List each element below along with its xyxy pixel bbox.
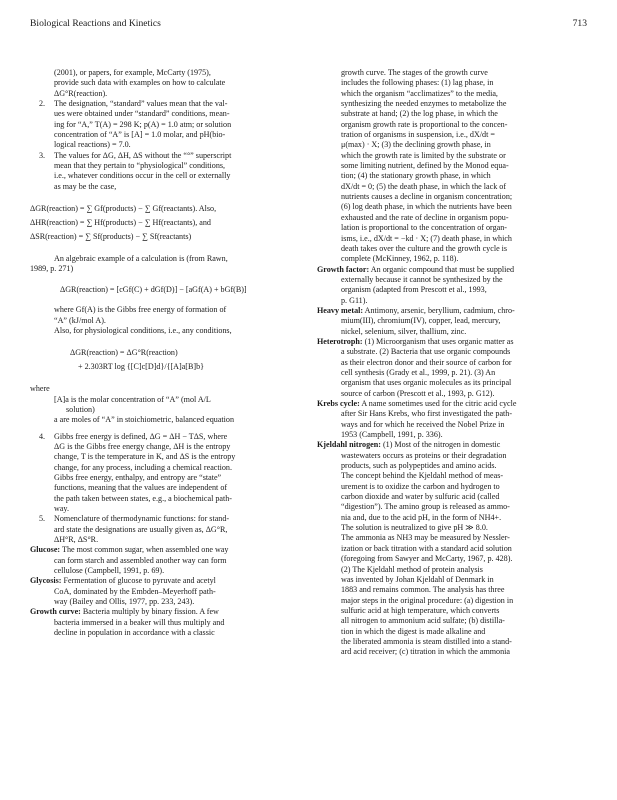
glossary-entry-heterotroph: Heterotroph: (1) Microorganism that uses organic matter as a substrate. (2) Bacteria that use organic compounds as their electron donor and their source of carbon for cell synthesis (Grady et al., 1999, p. 21). (3) An organism that uses organic molecules as its principal source of carbon (Prescott et al., 1993, p. G12). — [317, 336, 514, 398]
running-header — [30, 18, 587, 32]
growth-curve-continuation: growth curve. The stages of the growth curve includes the following phases: (1) lag phase, in which the organism “acclimatizes” to the media, synthesizing the needed enzymes to metabolize the substrate at hand; (2) the log phase, in which the organism growth rate is proportional to the concen- tration of organisms in suspension, i.e., dX/dt = μ(max) · X; (3) the declining growth phase, in which the growth rate is limited by the substrate or some limiting nutrient, defined by the Monod equa- tion; (4) the stationary growth phase, in which dX/dt = 0; (5) the death phase, in which the lack of nutrients causes a decline in organism concentration; (6) log death phase, in which the nutrients have been exhausted and the rate of decline in organism popu- lation is proportional to the concentration of organ- isms, i.e., dX/dt = −kd · X; (7) death phase, in which death takes over the culture and the growth cycle is complete (McKinney, 1962, p. 118). — [341, 68, 513, 264]
list-item: 4. Gibbs free energy is defined, ΔG = ΔH − TΔS, where ΔG is the Gibbs free energy change, ΔH is the entropy change, T is the temperature in K, and ΔS is the entropy change, for any process, including a chemical reaction. Gibbs free energy, enthalpy, and entropy are “state” functions, meaning that the values are independent of the path taken between states, e.g., a biochemical path- way. — [39, 431, 236, 513]
page-number: 713 — [572, 18, 587, 29]
glossary-entry-kjeldahl-nitrogen: Kjeldahl nitrogen: (1) Most of the nitrogen in domestic wastewaters occurs as proteins or their degradation products, such as polypeptides and amino acids. The concept behind the Kjeldahl method of meas- urement is to oxidize the carbon and hydrogen to carbon dioxide and water by sulfuric acid (called “digestion”). The amino group is released as ammo- nia and, due to the acid pH, in the form of NH4+. The solution is neutralized to give pH ≫ 8.0. The ammonia as NH3 may be measured by Nessler- ization or back titration with a standard acid solution (foregoing from Sawyer and McCarty, 1967, p. 428). (2) The Kjeldahl method of protein analysis was invented by Johan Kjeldahl of Denmark in 1883 and remains common. The analysis has three major steps in the original procedure: (a) digestion in sulfuric acid at high temperature, which converts all nitrogen to ammonium acid sulfate; (b) distilla- tion in which the digest is made alkaline and the liberated ammonia is steam distilled into a stand- ard acid receiver; (c) titration in which the ammonia — [317, 440, 514, 657]
running-title: Biological Reactions and Kinetics — [30, 18, 161, 29]
glossary-entry-glycosis: Glycosis: Fermentation of glucose to pyruvate and acetyl CoA, dominated by the Embden–Meyerhoff path- way (Bailey and Ollis, 1977, pp. 233, 243). — [30, 576, 216, 607]
equation-algebraic: ΔGR(reaction) = [cGf(C) + dGf(D)] − [aGf(A) + bGf(B)] — [60, 284, 247, 294]
list-item: 3. The values for ΔG, ΔH, ΔS without the “°” superscript mean that they pertain to “physiological” conditions, i.e., whatever conditions occur in the cell or externally as may be the case, — [39, 150, 232, 191]
intro-continuation: (2001), or papers, for example, McCarty (1975), provide such data with examples on how to calculate ΔG°R(reaction). — [54, 68, 226, 98]
glossary-entry-heavy-metal: Heavy metal: Antimony, arsenic, beryllium, cadmium, chro- mium(III), chromium(IV), copper, lead, mercury, nickel, selenium, silver, thallium, zinc. — [317, 305, 515, 336]
list-item: 5. Nomenclature of thermodynamic functions: for stand- ard state the designations are usually given as, ΔG°R, ΔH°R, ΔS°R. — [39, 514, 230, 544]
right-column — [317, 68, 589, 658]
glossary-entry-krebs-cycle: Krebs cycle: A name sometimes used for the citric acid cycle after Sir Hans Krebs, who first investigated the path- ways and for which he received the Nobel Prize in 1953 (Campbell, 1991, p. 336). — [317, 399, 517, 440]
algebraic-example-text: An algebraic example of a calculation is (from Rawn, — [54, 254, 228, 264]
variable-definitions: [A]a is the molar concentration of “A” (mol A/L solution) a are moles of “A” in stoichiometric, balanced equation — [54, 394, 235, 425]
left-column: (2001), or papers, for example, McCarty (1975), provide such data with examples on how to calculate ΔG°R(reaction). 2. The designation, “standard” values mean that the val- ues were obtained under “standard” conditions, mean- ing for “A,” T(A) = 298 K; p(A) = 1.0 atm; or solution concentration of “A” is [A] = 1.0 molar, and pH(bio- logical reactions) = 7.0. 3. The values for ΔG, ΔH, ΔS without the “°” superscript mean that they pertain to “physiological” conditions, i.e., whatever conditions occur in the cell or externally as may be the case, ΔGR(reaction) = ∑ Gf(products) − ∑ Gf(reactants). Also, ΔHR(reaction) = ∑ Hf(products) − ∑ Hf(reactants), and ΔSR(reaction) = ∑ Sf(products) − ∑ Sf(reactants) An algebraic example of a calculation is (from Rawn, 1989, p. 271) ΔGR(reaction) = [cGf(C) + dGf(D)] − [aGf(A) + bGf(B)] where Gf(A) is the Gibbs free energy of formation of “A” (kJ/mol A). Also, for physiological conditions, i.e., any conditions, ΔGR(reaction) = ΔG°R(reaction) + 2.303RT log {[C]c[D]d}/{[A]a[B]b} where [A]a is the molar concentration of “A” (mol A/L solution) a are moles of “A” in stoichiometric, balanced equation 4. Gibbs free energy is defined, ΔG = ΔH − TΔS, where ΔG is the Gibbs free energy change, ΔH is the entropy change, T is the temperature in K, and ΔS is the entropy change, for any process, including a chemical reaction. Gibbs free energy, enthalpy, and entropy are “state” functions, meaning that the values are independent of the path taken between states, e.g., a biochemical path- way. 5. Nomenclature of thermodynamic functions: for stand- ard state the designations are usually given as, ΔG°R, ΔH°R, ΔS°R. Glucose: The most common sugar, when assembled one way can form starch and assembled another way can form cellulose (Campbell, 1991, p. 69). Glycosis: Fermentation of glucose to pyruvate and acetyl CoA, dominated by the Embden–Meyerhoff path- way (Bailey and Ollis, 1977, pp. 233, 243). Growth curve: Bacteria multiply by binary fission. A few bacteria immersed in a beaker will thus multiply and decline in population in accordance with a classic — [30, 68, 298, 638]
glossary-entry-growth-factor: Growth factor: An organic compound that must be supplied externally because it cannot be synthesized by the organism (adapted from Prescott et al., 1993, p. G11). — [317, 264, 515, 305]
gibbs-definition-text: where Gf(A) is the Gibbs free energy of formation of “A” (kJ/mol A). Also, for physiological conditions, i.e., any conditions, — [54, 305, 232, 335]
equation-block-sums: ΔGR(reaction) = ∑ Gf(products) − ∑ Gf(reactants). Also, ΔHR(reaction) = ∑ Hf(products) − ∑ Hf(reactants), and ΔSR(reaction) = ∑ Sf(products) − ∑ Sf(reactants) — [30, 204, 217, 242]
list-item: 2. The designation, “standard” values mean that the val- ues were obtained under “standard” conditions, mean- ing for “A,” T(A) = 298 K; p(A) = 1.0 atm; or solution concentration of “A” is [A] = 1.0 molar, and pH(bio- logical reactions) = 7.0. — [39, 99, 232, 150]
glossary-entry-growth-curve: Growth curve: Bacteria multiply by binary fission. A few bacteria immersed in a beaker will thus multiply and decline in population in accordance with a classic — [30, 607, 225, 638]
equation-physiological: ΔGR(reaction) = ΔG°R(reaction) + 2.303RT log {[C]c[D]d}/{[A]a[B]b} — [70, 348, 205, 372]
glossary-entry-glucose: Glucose: The most common sugar, when assembled one way can form starch and assembled another way can form cellulose (Campbell, 1991, p. 69). — [30, 545, 229, 576]
